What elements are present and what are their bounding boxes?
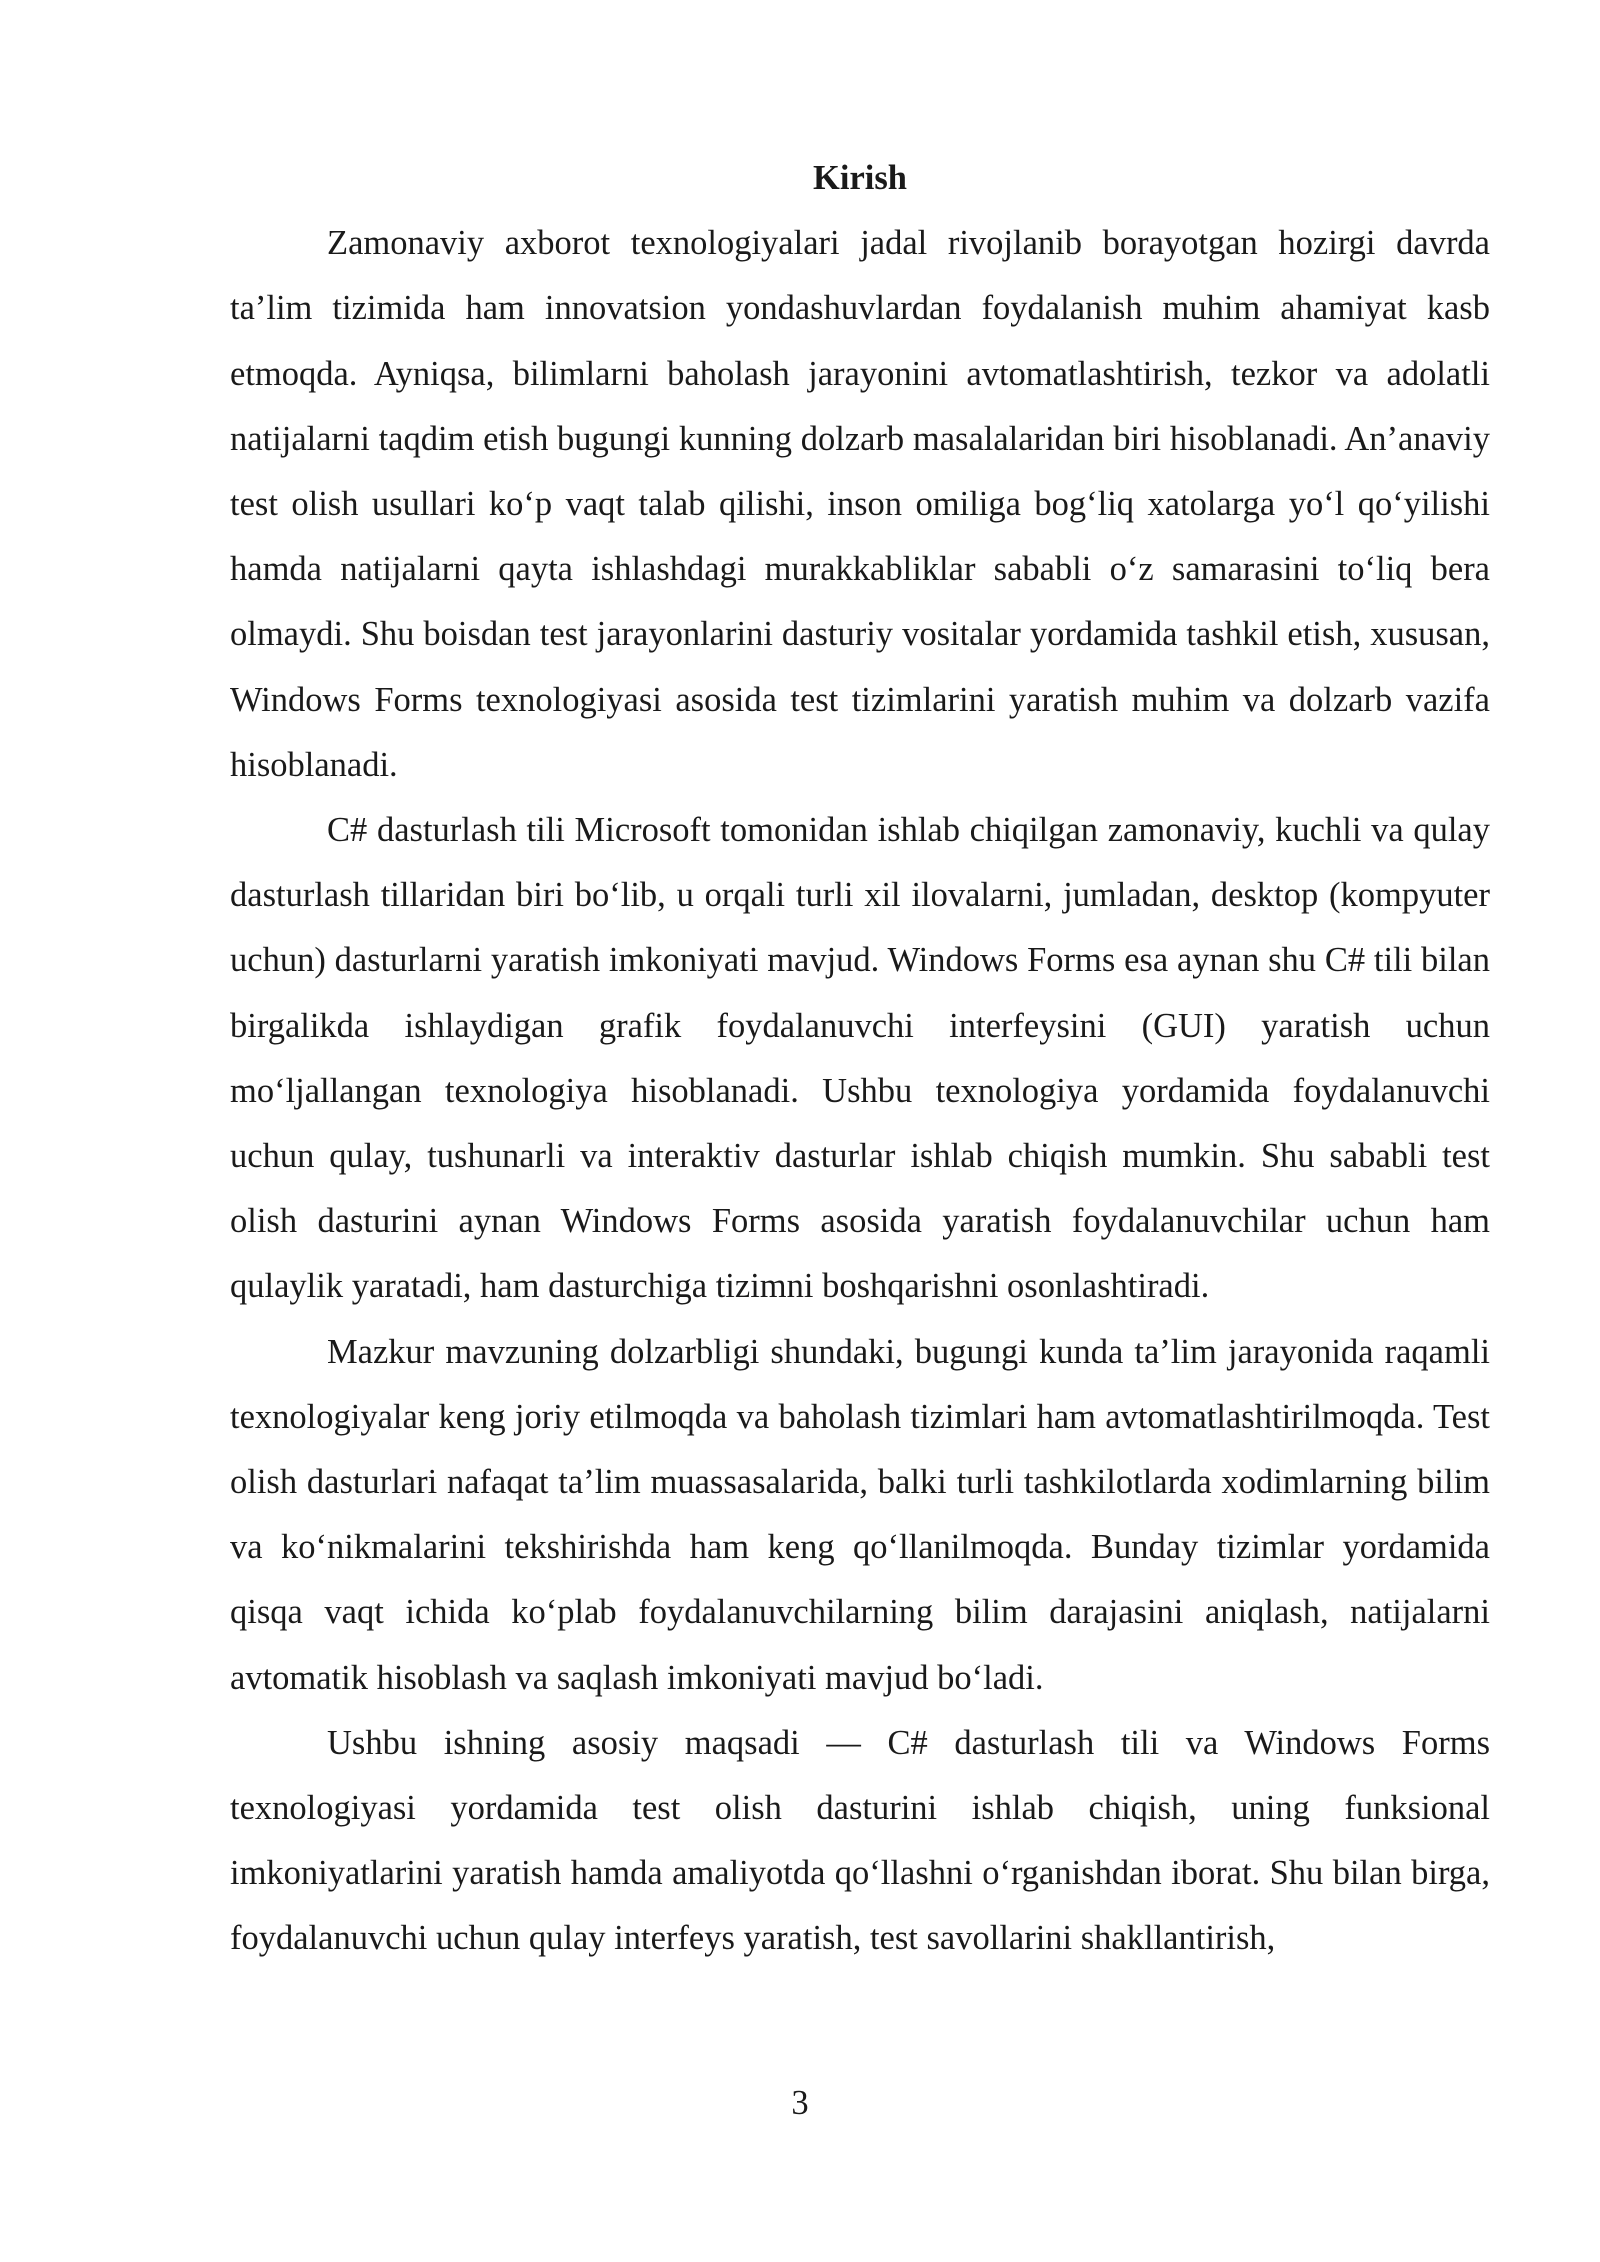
page-content <box>230 146 1490 1972</box>
paragraph-2: C# dasturlash tili Microsoft tomonidan ishlab chiqilgan zamonaviy, kuchli va qulay dasturlash tillaridan biri bo‘lib, u orqali turli xil ilovalarni, jumladan, desktop (kompyuter uchun) dasturlarni yaratish imkoniyati mavjud. Windows Forms esa aynan shu C# tili bilan birgalikda ishlaydigan grafik foydalanuvchi interfeysini (GUI) yaratish uchun mo‘ljallangan texnologiya hisoblanadi. Ushbu texnologiya yordamida foydalanuvchi uchun qulay, tushunarli va interaktiv dasturlar ishlab chiqish mumkin. Shu sababli test olish dasturini aynan Windows Forms asosida yaratish foydalanuvchilar uchun ham qulaylik yaratadi, ham dasturchiga tizimni boshqarishni osonlashtiradi. <box>230 811 1490 1306</box>
paragraph-4: Ushbu ishning asosiy maqsadi — C# dasturlash tili va Windows Forms texnologiyasi yordamida test olish dasturini ishlab chiqish, uning funksional imkoniyatlarini yaratish hamda amaliyotda qo‘llashni o‘rganishdan iborat. Shu bilan birga, foydalanuvchi uchun qulay interfeys yaratish, test savollarini shakllantirish, <box>230 1723 1490 1958</box>
paragraph-3: Mazkur mavzuning dolzarbligi shundaki, bugungi kunda ta’lim jarayonida raqamli texnologiyalar keng joriy etilmoqda va baholash tizimlari ham avtomatlashtirilmoqda. Test olish dasturlari nafaqat ta’lim muassasalarida, balki turli tashkilotlarda xodimlarning bilim va ko‘nikmalarini tekshirishda ham keng qo‘llanilmoqda. Bunday tizimlar yordamida qisqa vaqt ichida ko‘plab foydalanuvchilarning bilim darajasini aniqlash, natijalarni avtomatik hisoblash va saqlash imkoniyati mavjud bo‘ladi. <box>230 1332 1490 1697</box>
paragraph-1: Zamonaviy axborot texnologiyalari jadal rivojlanib borayotgan hozirgi davrda ta’lim tizimida ham innovatsion yondashuvlardan foydalanish muhim ahamiyat kasb etmoqda. Ayniqsa, bilimlarni baholash jarayonini avtomatlashtirish, tezkor va adolatli natijalarni taqdim etish bugungi kunning dolzarb masalalaridan biri hisoblanadi. An’anaviy test olish usullari ko‘p vaqt talab qilishi, inson omiliga bog‘liq xatolarga yo‘l qo‘yilishi hamda natijalarni qayta ishlashdagi murakkabliklar sababli o‘z samarasini to‘liq bera olmaydi. Shu boisdan test jarayonlarini dasturiy vositalar yordamida tashkil etish, xususan, Windows Forms texnologiyasi asosida test tizimlarini yaratish muhim va dolzarb vazifa hisoblanadi. <box>230 224 1490 784</box>
page-number: 3 <box>791 2084 809 2122</box>
section-title: Kirish <box>813 159 907 197</box>
